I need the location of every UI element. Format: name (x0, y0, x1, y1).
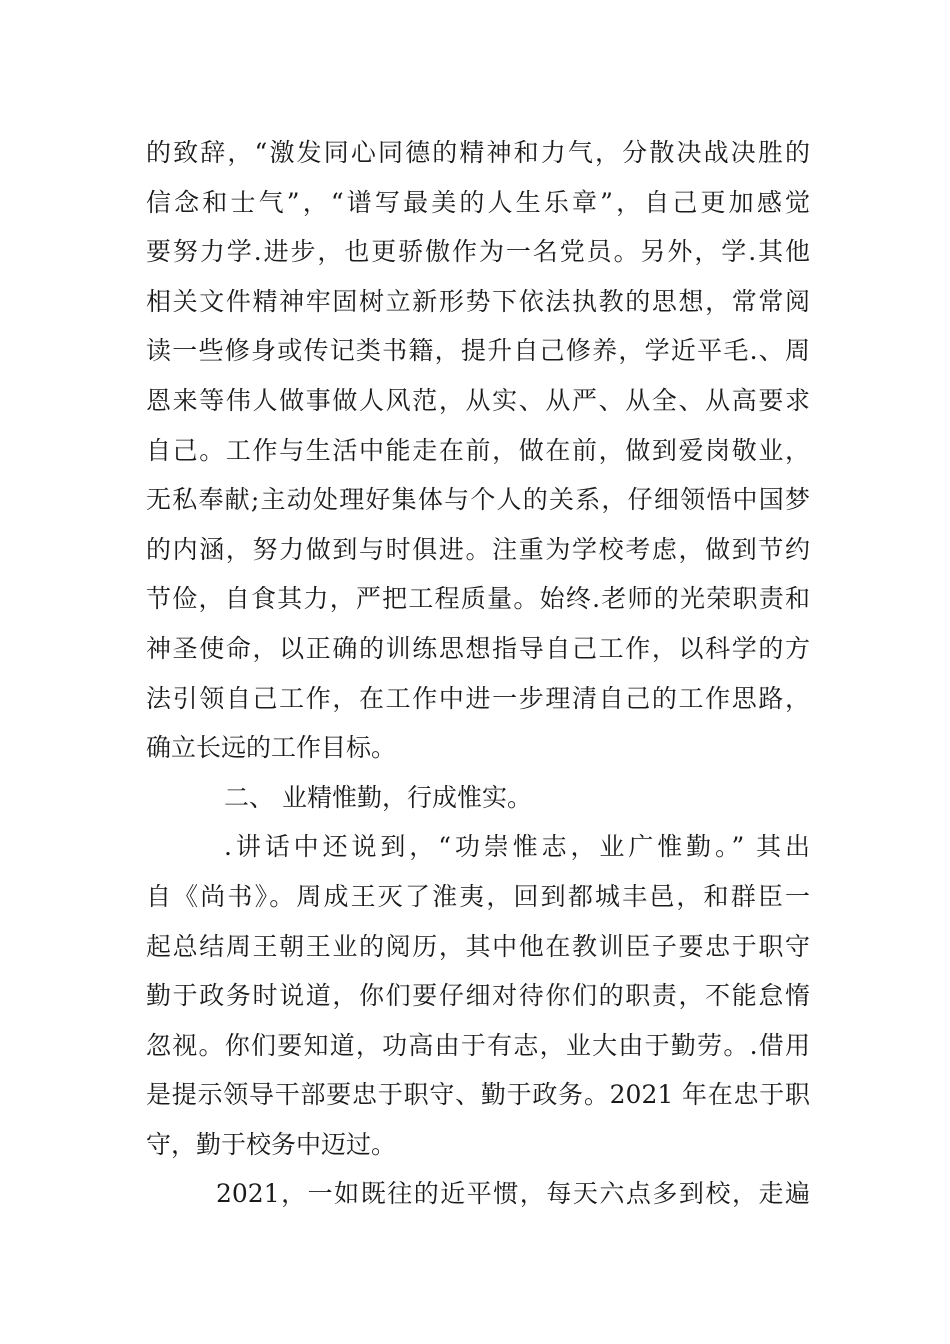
text-line: 无私奉献;主动处理好集体与个人的关系，仔细领悟中国梦 (146, 485, 810, 515)
section-heading: 二、 业精惟勤，行成惟实。 (224, 782, 532, 812)
text-line: 起总结周王朝王业的阅历，其中他在教训臣子要忠于职守 (146, 931, 810, 961)
text-line: 勤于政务时说道，你们要仔细对待你们的职责，不能怠惰 (146, 981, 810, 1011)
text-line: 自《尚书》。周成王灭了淮夷，回到都城丰邑，和群臣一 (146, 881, 810, 911)
text-line: 信念和士气”，“谱写最美的人生乐章”，自己更加感觉 (146, 187, 810, 217)
text-line: 守，勤于校务中迈过。 (146, 1129, 397, 1159)
document-body (146, 128, 810, 1219)
text-line: 读一些修身或传记类书籍，提升自己修养，学近平毛.、周 (146, 336, 810, 366)
text-line: 的致辞，“激发同心同德的精神和力气，分散决战决胜的 (146, 138, 810, 167)
text-line: 要努力学.进步，也更骄傲作为一名党员。另外，学.其他 (146, 237, 810, 267)
text-line: 节俭，自食其力，严把工程质量。始终.老师的光荣职责和 (146, 584, 810, 614)
text-line: .讲话中还说到，“功崇惟志，业广惟勤。” 其出 (224, 832, 810, 862)
text-line: 神圣使命，以正确的训练思想指导自己工作，以科学的方 (146, 633, 810, 663)
text-line: 自己。工作与生活中能走在前，做在前，做到爱岗敬业， (146, 435, 810, 465)
text-line: 的内涵，努力做到与时俱进。注重为学校考虑，做到节约 (146, 534, 810, 564)
text-line: 确立长远的工作目标。 (146, 733, 397, 763)
text-line: 忽视。你们要知道，功高由于有志，业大由于勤劳。.借用 (146, 1030, 810, 1060)
text-line: 恩来等伟人做事做人风范，从实、从严、从全、从高要求 (146, 385, 810, 415)
text-line: 法引领自己工作，在工作中进一步理清自己的工作思路， (146, 683, 810, 713)
text-line: 相关文件精神牢固树立新形势下依法执教的思想，常常阅 (146, 286, 810, 316)
text-line: 是提示领导干部要忠于职守、勤于政务。2021 年在忠于职 (146, 1080, 810, 1110)
text-line: 2021，一如既往的近平惯，每天六点多到校，走遍 (216, 1179, 810, 1209)
